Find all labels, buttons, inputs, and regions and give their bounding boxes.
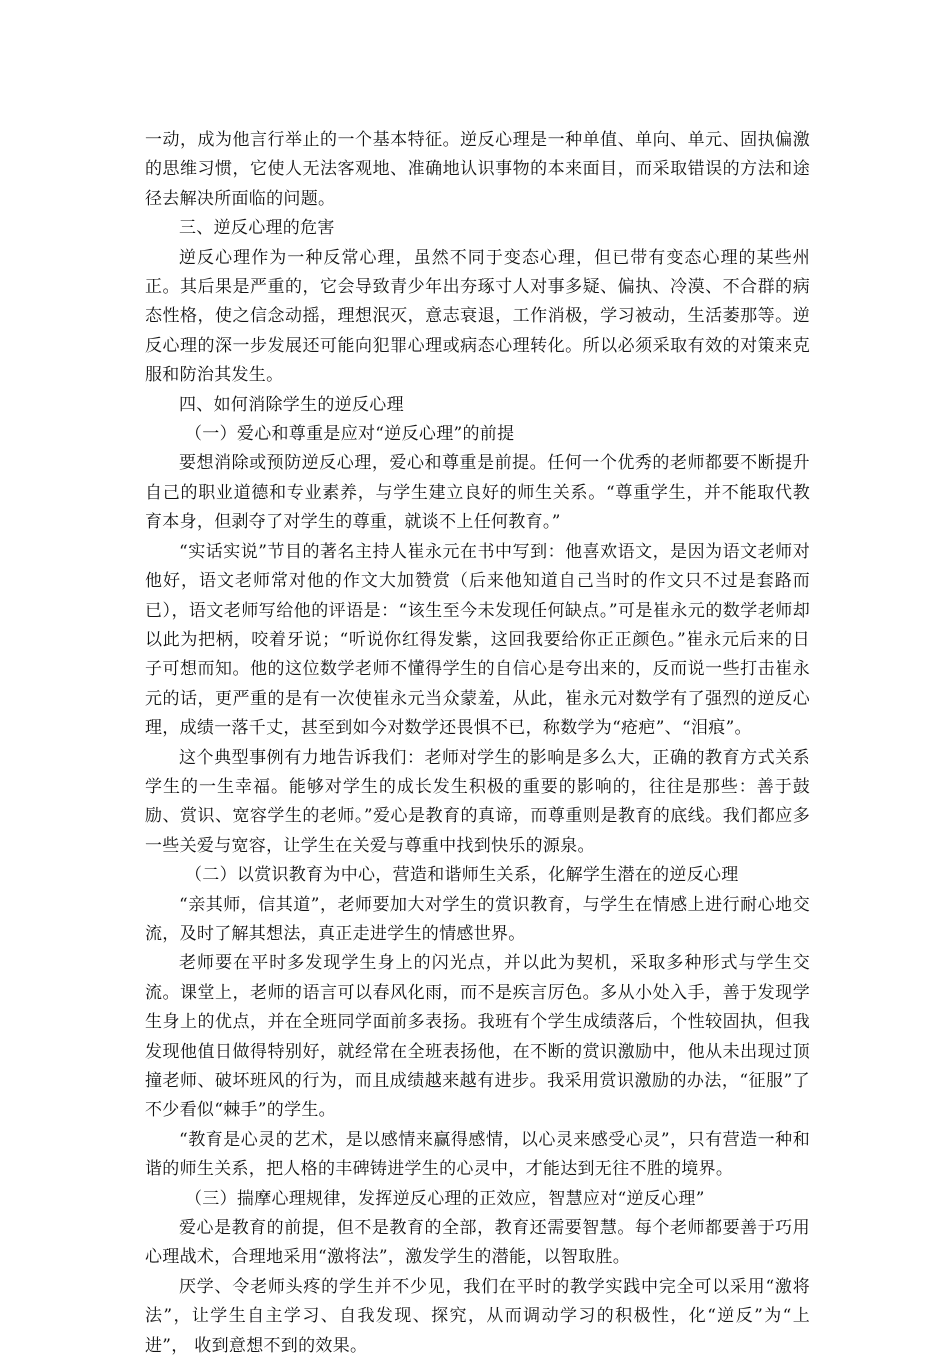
subheading-1: （一）爱心和尊重是应对“逆反心理”的前提	[185, 424, 515, 445]
paragraph-love-respect: 要想消除或预防逆反心理，爱心和尊重是前提。任何一个优秀的老师都要不断提升自己的职业道德和专业素养，与学生建立良好的师生关系。“尊重学生，并不能取代教育本身，但剥夺了对学生的尊重，就谈不上任何教育。”	[145, 453, 810, 533]
paragraph-continuation: 一动，成为他言行举止的一个基本特征。逆反心理是一种单值、单向、单元、固执偏激的思维习惯，它使人无法客观地、准确地认识事物的本来面目，而采取错误的方法和途径去解决所面临的问题。	[145, 130, 810, 209]
paragraph-wisdom: 爱心是教育的前提，但不是教育的全部，教育还需要智慧。每个老师都要善于巧用心理战术，合理地采用“激将法”，激发学生的潜能，以智取胜。	[145, 1218, 810, 1268]
paragraph-provocation-method: 厌学、令老师头疼的学生并不少见，我们在平时的教学实践中完全可以采用“激将法”，让学生自主学习、自我发现、探究，从而调动学习的积极性，化“逆反”为“上进”， 收到意想不到的效果。	[145, 1276, 810, 1356]
document-page	[145, 126, 810, 1361]
section-heading-3: 三、逆反心理的危害	[179, 218, 335, 239]
paragraph-trust-teacher: “亲其师，信其道”，老师要加大对学生的赏识教育，与学生在情感上进行耐心地交流，及时了解其想法，真正走进学生的情感世界。	[145, 894, 810, 944]
paragraph-example-lesson: 这个典型事例有力地告诉我们：老师对学生的影响是多么大，正确的教育方式关系学生的一生幸福。能够对学生的成长发生积极的重要的影响的，往往是那些：善于鼓励、赏识、宽容学生的老师。”爱心是教育的真谛，而尊重则是教育的底线。我们都应多一些关爱与宽容，让学生在关爱与尊重中找到快乐的源泉。	[145, 747, 810, 856]
section-heading-4: 四、如何消除学生的逆反心理	[179, 394, 404, 415]
subheading-3: （三）揣摩心理规律，发挥逆反心理的正效应，智慧应对“逆反心理”	[185, 1188, 705, 1209]
subheading-2: （二）以赏识教育为中心，营造和谐师生关系，化解学生潜在的逆反心理	[185, 865, 739, 886]
paragraph-harm: 逆反心理作为一种反常心理，虽然不同于变态心理，但已带有变态心理的某些州正。其后果是严重的，它会导致青少年出夯琢寸人对事多疑、偏执、冷漠、不合群的病态性格，使之信念动摇，理想泯灭，意志衰退，工作消极，学习被动，生活萎那等。逆反心理的深一步发展还可能向犯罪心理或病态心理转化。所以必须采取有效的对策来克服和防治其发生。	[145, 247, 810, 386]
paragraph-praise-practice: 老师要在平时多发现学生身上的闪光点，并以此为契机，采取多种形式与学生交流。课堂上，老师的语言可以春风化雨，而不是疾言厉色。多从小处入手，善于发现学生身上的优点，并在全班同学面前多表扬。我班有个学生成绩落后，个性较固执，但我发现他值日做得特别好，就经常在全班表扬他，在不断的赏识激励中，他从未出现过顶撞老师、破坏班风的行为，而且成绩越来越有进步。我采用赏识激励的办法，“征服”了不少看似“棘手”的学生。	[145, 953, 810, 1121]
paragraph-education-art: “教育是心灵的艺术，是以感情来赢得感情，以心灵来感受心灵”，只有营造一种和谐的师生关系，把人格的丰碑铸进学生的心灵中，才能达到无往不胜的境界。	[145, 1129, 810, 1180]
paragraph-cui-yongyuan: “实话实说”节目的著名主持人崔永元在书中写到：他喜欢语文，是因为语文老师对他好，语文老师常对他的作文大加赞赏（后来他知道自己当时的作文只不过是套路而已），语文老师写给他的评语是：“该生至今未发现任何缺点。”可是崔永元的数学老师却以此为把柄，咬着牙说；“听说你红得发紫，这回我要给你正正颜色。”崔永元后来的日子可想而知。他的这位数学老师不懂得学生的自信心是夸出来的，反而说一些打击崔永元的话，更严重的是有一次使崔永元当众蒙羞，从此，崔永元对数学有了强烈的逆反心理，成绩一落千丈，甚至到如今对数学还畏惧不已，称数学为“疮疤”、“泪痕”。	[145, 541, 810, 739]
